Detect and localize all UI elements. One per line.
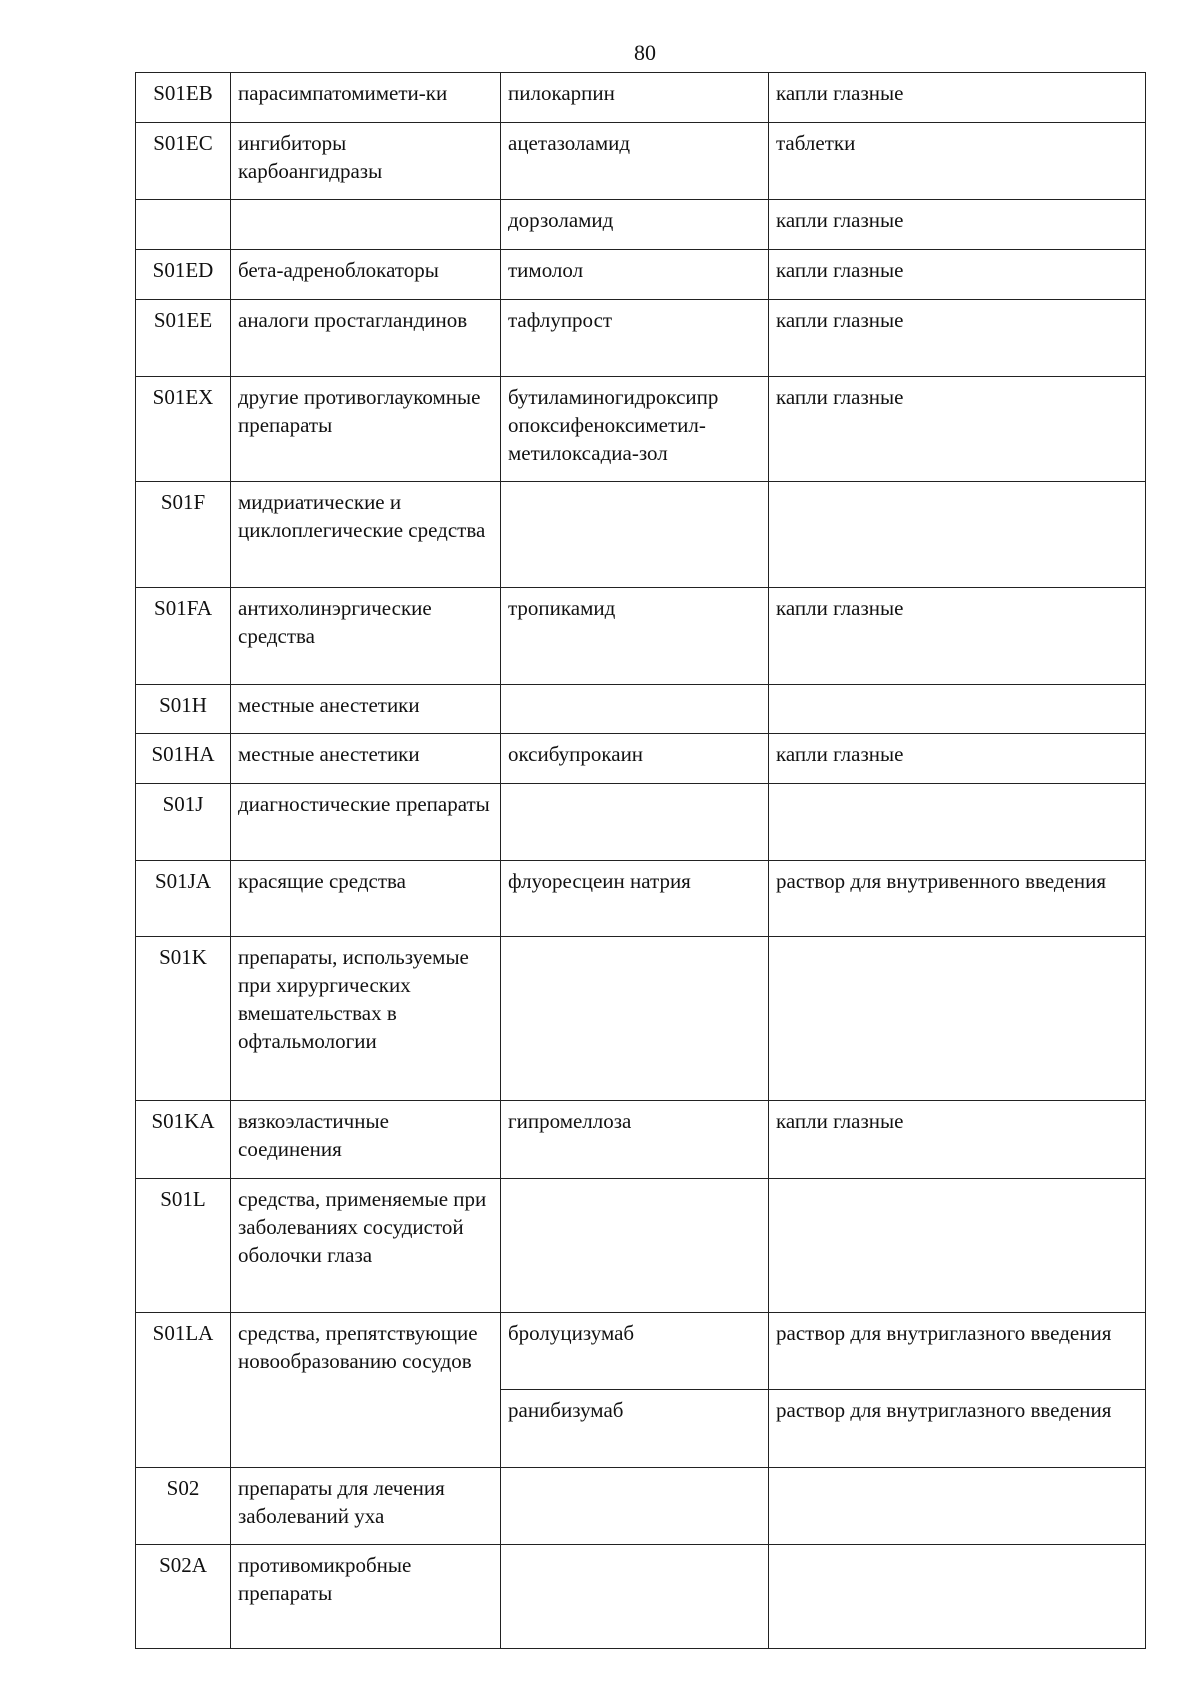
group-cell: местные анестетики [231,734,501,784]
substance-cell: пилокарпин [501,73,769,123]
substance-cell: ранибизумаб [501,1390,769,1468]
dosage-form-cell: капли глазные [769,73,1146,123]
table-row [136,784,1146,861]
dosage-form-cell [769,784,1146,861]
atc-code-cell: S01JA [136,861,231,937]
group-cell: местные анестетики [231,685,501,734]
group-cell: парасимпатомимети-ки [231,73,501,123]
table-row [136,861,1146,937]
group-cell [231,200,501,250]
table-row [136,1101,1146,1179]
substance-cell [501,685,769,734]
substance-cell: тафлупрост [501,300,769,377]
table-row [136,250,1146,300]
group-cell: противомикробные препараты [231,1545,501,1649]
table-row [136,685,1146,734]
atc-code-cell: S01EE [136,300,231,377]
table-row [136,734,1146,784]
table-row [136,588,1146,685]
substance-cell: бролуцизумаб [501,1313,769,1390]
page-number: 80 [634,40,656,65]
dosage-form-cell: капли глазные [769,200,1146,250]
atc-code-cell: S01HA [136,734,231,784]
table-row [136,73,1146,123]
dosage-form-cell [769,1545,1146,1649]
substance-cell [501,784,769,861]
group-cell: препараты для лечения заболеваний уха [231,1468,501,1545]
substance-cell: ацетазоламид [501,123,769,200]
atc-code-cell: S01LA [136,1313,231,1468]
atc-code-cell: S01H [136,685,231,734]
group-cell: красящие средства [231,861,501,937]
substance-cell [501,482,769,588]
dosage-form-cell [769,1179,1146,1313]
table-row [136,377,1146,482]
group-cell: другие противоглаукомные препараты [231,377,501,482]
dosage-form-cell: капли глазные [769,734,1146,784]
atc-code-cell: S01EB [136,73,231,123]
table-row [136,937,1146,1101]
atc-code-cell: S02 [136,1468,231,1545]
table-row [136,1468,1146,1545]
atc-code-cell: S01FA [136,588,231,685]
group-cell: мидриатические и циклоплегические средства [231,482,501,588]
group-cell: ингибиторы карбоангидразы [231,123,501,200]
substance-cell: бутиламиногидроксипр опоксифеноксиметил-метилоксадиа-зол [501,377,769,482]
substance-cell [501,937,769,1101]
substance-cell: тимолол [501,250,769,300]
dosage-form-cell [769,482,1146,588]
group-cell: препараты, используемые при хирургических вмешательствах в офтальмологии [231,937,501,1101]
substance-cell: флуоресцеин натрия [501,861,769,937]
drug-table [135,72,1146,1649]
table-row [136,200,1146,250]
group-cell: антихолинэргические средства [231,588,501,685]
atc-code-cell: S01L [136,1179,231,1313]
group-cell: диагностические препараты [231,784,501,861]
group-cell: средства, препятствующие новообразованию сосудов [231,1313,501,1468]
atc-code-cell: S01J [136,784,231,861]
atc-code-cell: S01KA [136,1101,231,1179]
atc-code-cell: S01EX [136,377,231,482]
dosage-form-cell: раствор для внутриглазного введения [769,1390,1146,1468]
substance-cell: тропикамид [501,588,769,685]
dosage-form-cell: раствор для внутривенного введения [769,861,1146,937]
atc-code-cell: S01K [136,937,231,1101]
group-cell: аналоги простагландинов [231,300,501,377]
group-cell: вязкоэластичные соединения [231,1101,501,1179]
group-cell: бета-адреноблокаторы [231,250,501,300]
table-row [136,1179,1146,1313]
dosage-form-cell: раствор для внутриглазного введения [769,1313,1146,1390]
table-row [136,300,1146,377]
dosage-form-cell: таблетки [769,123,1146,200]
dosage-form-cell: капли глазные [769,588,1146,685]
group-cell: средства, применяемые при заболеваниях сосудистой оболочки глаза [231,1179,501,1313]
dosage-form-cell: капли глазные [769,1101,1146,1179]
substance-cell [501,1468,769,1545]
atc-code-cell: S01EC [136,123,231,200]
dosage-form-cell: капли глазные [769,250,1146,300]
dosage-form-cell: капли глазные [769,377,1146,482]
substance-cell: дорзоламид [501,200,769,250]
dosage-form-cell [769,1468,1146,1545]
substance-cell: гипромеллоза [501,1101,769,1179]
table-row [136,482,1146,588]
atc-code-cell: S01F [136,482,231,588]
substance-cell: оксибупрокаин [501,734,769,784]
substance-cell [501,1179,769,1313]
atc-code-cell [136,200,231,250]
dosage-form-cell: капли глазные [769,300,1146,377]
dosage-form-cell [769,937,1146,1101]
table-row [136,123,1146,200]
table-row [136,1313,1146,1390]
dosage-form-cell [769,685,1146,734]
substance-cell [501,1545,769,1649]
atc-code-cell: S02A [136,1545,231,1649]
atc-code-cell: S01ED [136,250,231,300]
table-row [136,1545,1146,1649]
